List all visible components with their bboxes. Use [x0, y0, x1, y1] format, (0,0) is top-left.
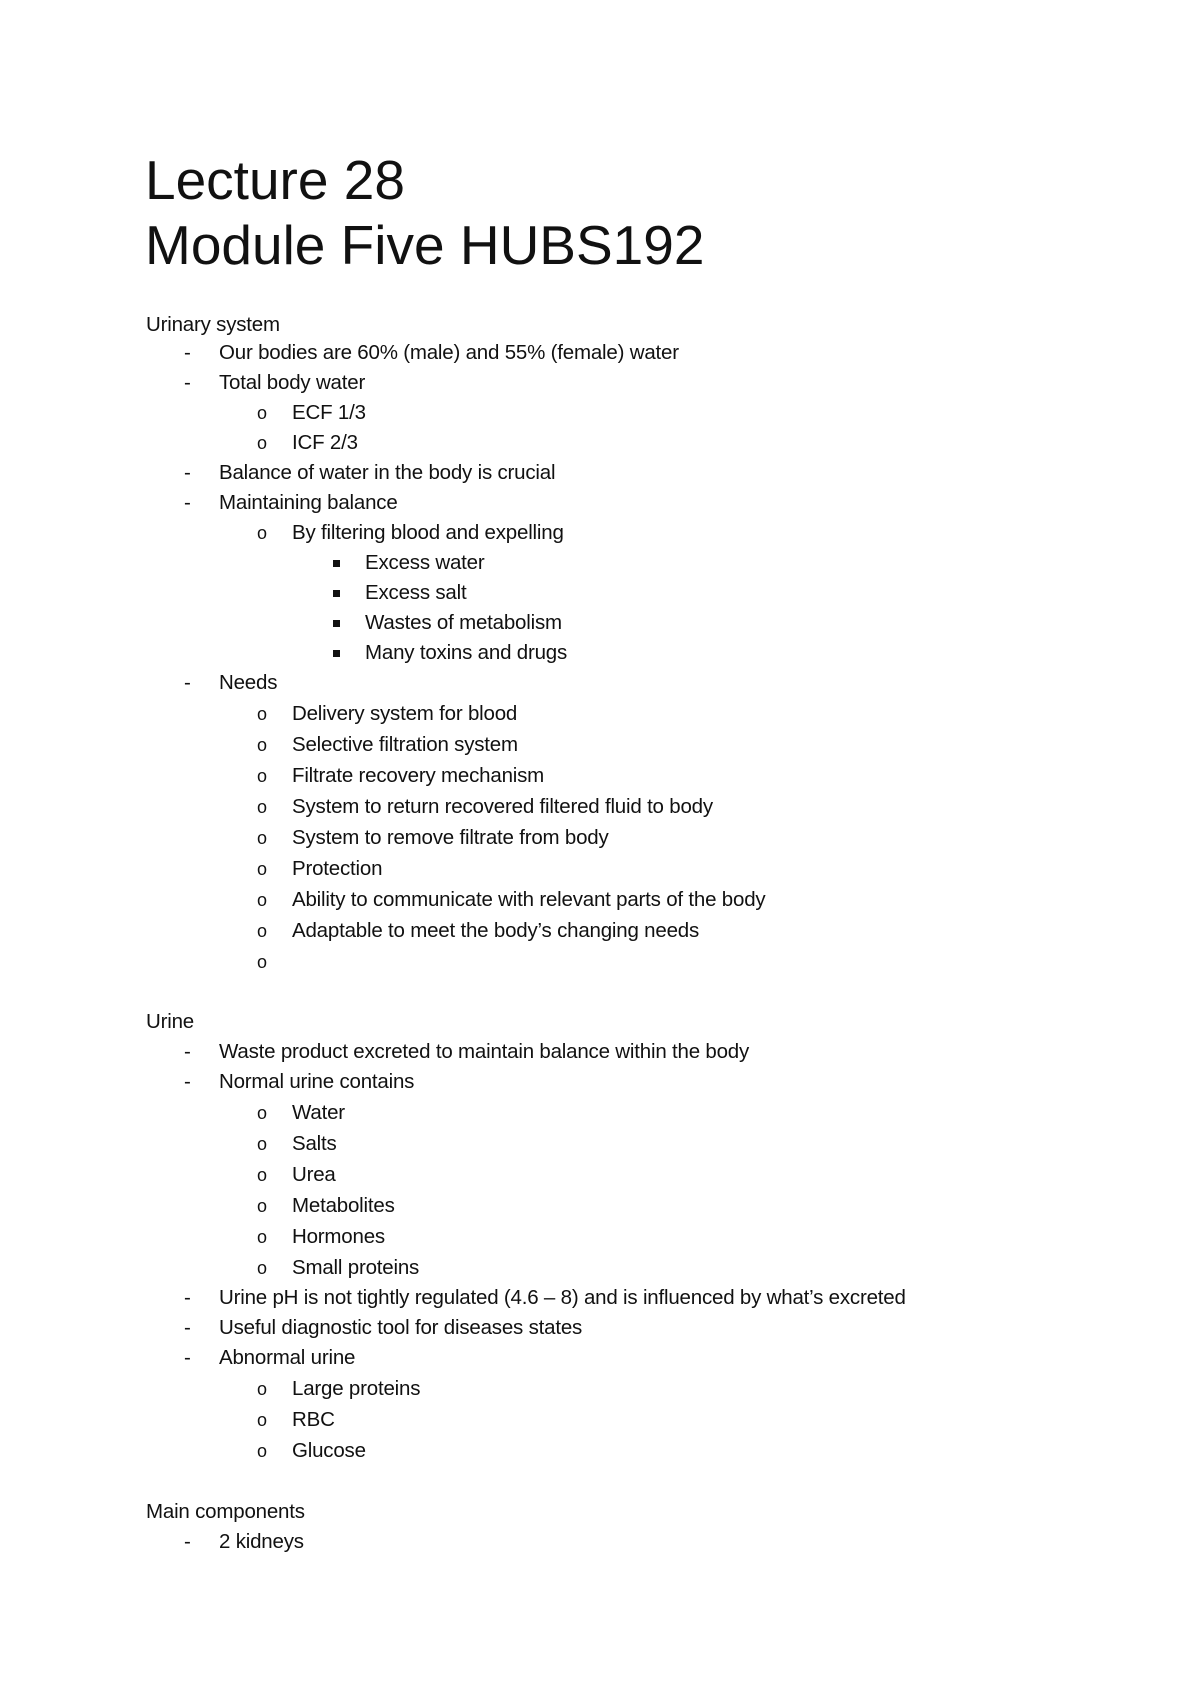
dash-bullet: - [184, 371, 191, 394]
circle-bullet: o [257, 1134, 267, 1154]
circle-bullet: o [257, 735, 267, 755]
circle-bullet: o [257, 1227, 267, 1247]
circle-bullet: o [257, 952, 267, 972]
dash-bullet: - [184, 671, 191, 694]
circle-bullet: o [257, 828, 267, 848]
circle-bullet: o [257, 766, 267, 786]
document-title-line-1: Lecture 28 [145, 149, 405, 211]
dash-bullet: - [184, 1286, 191, 1309]
square-bullet-icon [333, 620, 340, 627]
dash-bullet: - [184, 1346, 191, 1369]
document-title-line-2: Module Five HUBS192 [145, 214, 705, 276]
dash-bullet: - [184, 1070, 191, 1093]
circle-bullet: o [257, 1258, 267, 1278]
document-page: Lecture 28 Module Five HUBS192 Urinary system - Our bodies are 60% (male) and 55% (female) water - Total body water o ECF 1/3 o ICF 2/3 - Balance of water in the body is crucial - Maintaining balance o By filtering blood and expelling Excess water Excess salt Wastes of metabolism Many toxins and drugs - Needs o Delivery system for blood o Selective filtration system o Filtrate recovery mechanism o System to return recovered filtered fluid to body o System to remove filtrate from body o Protection o Ability to communicate with relevant parts of the body o Adaptable to meet the body’s changing needs o Urine - Waste product excreted to maintain balance within the body - Normal urine contains o Water o Salts o Urea o Metabolites o Hormones o Small proteins - Urine pH is not tightly regulated (4.6 – 8) and is influenced by what’s excreted - Useful diagnostic tool for diseases states - Abnormal urine o Large proteins o RBC o Glucose Main components - 2 kidneys [145, 149, 906, 1553]
circle-bullet: o [257, 1103, 267, 1123]
circle-bullet: o [257, 890, 267, 910]
circle-bullet: o [257, 1165, 267, 1185]
circle-bullet: o [257, 797, 267, 817]
dash-bullet: - [184, 1040, 191, 1063]
dash-bullet: - [184, 461, 191, 484]
dash-bullet: - [184, 1530, 191, 1553]
circle-bullet: o [257, 859, 267, 879]
circle-bullet: o [257, 403, 267, 423]
circle-bullet: o [257, 1410, 267, 1430]
circle-bullet: o [257, 433, 267, 453]
circle-bullet: o [257, 921, 267, 941]
dash-bullet: - [184, 1316, 191, 1339]
square-bullet-icon [333, 650, 340, 657]
circle-bullet: o [257, 523, 267, 543]
dash-bullet: - [184, 491, 191, 514]
circle-bullet: o [257, 1441, 267, 1461]
square-bullet-icon [333, 590, 340, 597]
circle-bullet: o [257, 704, 267, 724]
circle-bullet: o [257, 1379, 267, 1399]
circle-bullet: o [257, 1196, 267, 1216]
dash-bullet: - [184, 341, 191, 364]
square-bullet-icon [333, 560, 340, 567]
